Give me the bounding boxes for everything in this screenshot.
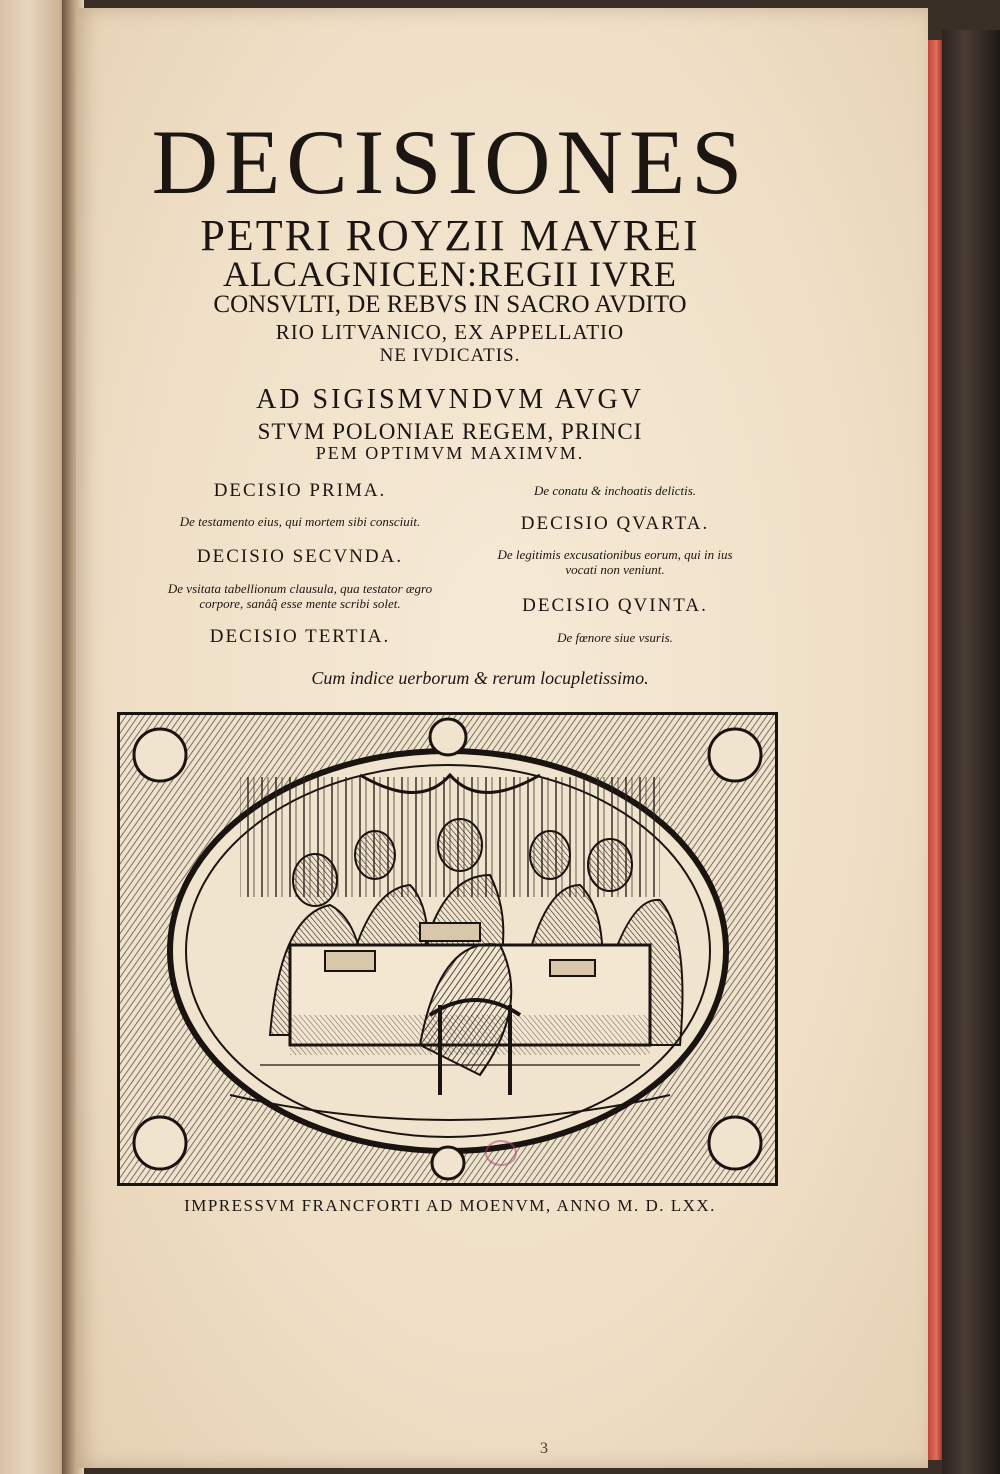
woodcut-illustration xyxy=(117,712,778,1186)
decision-2-topic: De vsitata tabellionum clausula, qua testator ægro corpore, sanâq̂ esse mente scribi solet. xyxy=(167,581,433,611)
decision-5-topic: De fœnore siue vsuris. xyxy=(557,630,673,645)
subtitle-line-5: NE IVDICATIS. xyxy=(379,345,521,366)
decision-2-heading: DECISIO SECVNDA. xyxy=(196,546,404,567)
subtitle-line-4: RIO LITVANICO, EX APPELLATIO xyxy=(275,320,625,344)
red-page-edges xyxy=(928,40,942,1460)
page-title: DECISIONES xyxy=(151,111,749,213)
dedication-line-2: STVM POLONIAE REGEM, PRINCI xyxy=(257,419,643,444)
decision-3-topic: De conatu & inchoatis delictis. xyxy=(533,483,697,498)
decision-4-heading: DECISIO QVARTA. xyxy=(520,513,710,534)
decision-3-heading: DECISIO TERTIA. xyxy=(209,626,391,647)
library-stamp xyxy=(485,1140,517,1166)
decision-4-topic: De legitimis excusationibus eorum, qui in ius vocati non veniunt. xyxy=(497,547,733,577)
decision-1-heading: DECISIO PRIMA. xyxy=(213,480,387,501)
subtitle-line-2: ALCAGNICEN:REGII IVRE xyxy=(223,254,677,294)
decision-1-topic: De testamento eius, qui mortem sibi consciuit. xyxy=(179,514,421,529)
decision-5-heading: DECISIO QVINTA. xyxy=(522,595,708,616)
dedication-line-1: AD SIGISMVNDVM AVGV xyxy=(256,384,644,415)
signature-mark: 3 xyxy=(540,1440,548,1457)
imprint-line: IMPRESSVM FRANCFORTI AD MOENVM, ANNO M. D. LXX. xyxy=(184,1196,716,1215)
court-scene-engraving xyxy=(120,715,775,1183)
facing-page-edge xyxy=(0,0,70,1474)
book-cover-edge xyxy=(942,30,1000,1474)
dedication-line-3: PEM OPTIMVM MAXIMVM. xyxy=(315,443,585,463)
subtitle-line-3: CONSVLTI, DE REBVS IN SACRO AVDITO xyxy=(213,291,687,318)
subtitle-line-1: PETRI ROYZII MAVREI xyxy=(200,211,700,260)
index-note: Cum indice uerborum & rerum locupletissimo. xyxy=(311,668,649,688)
